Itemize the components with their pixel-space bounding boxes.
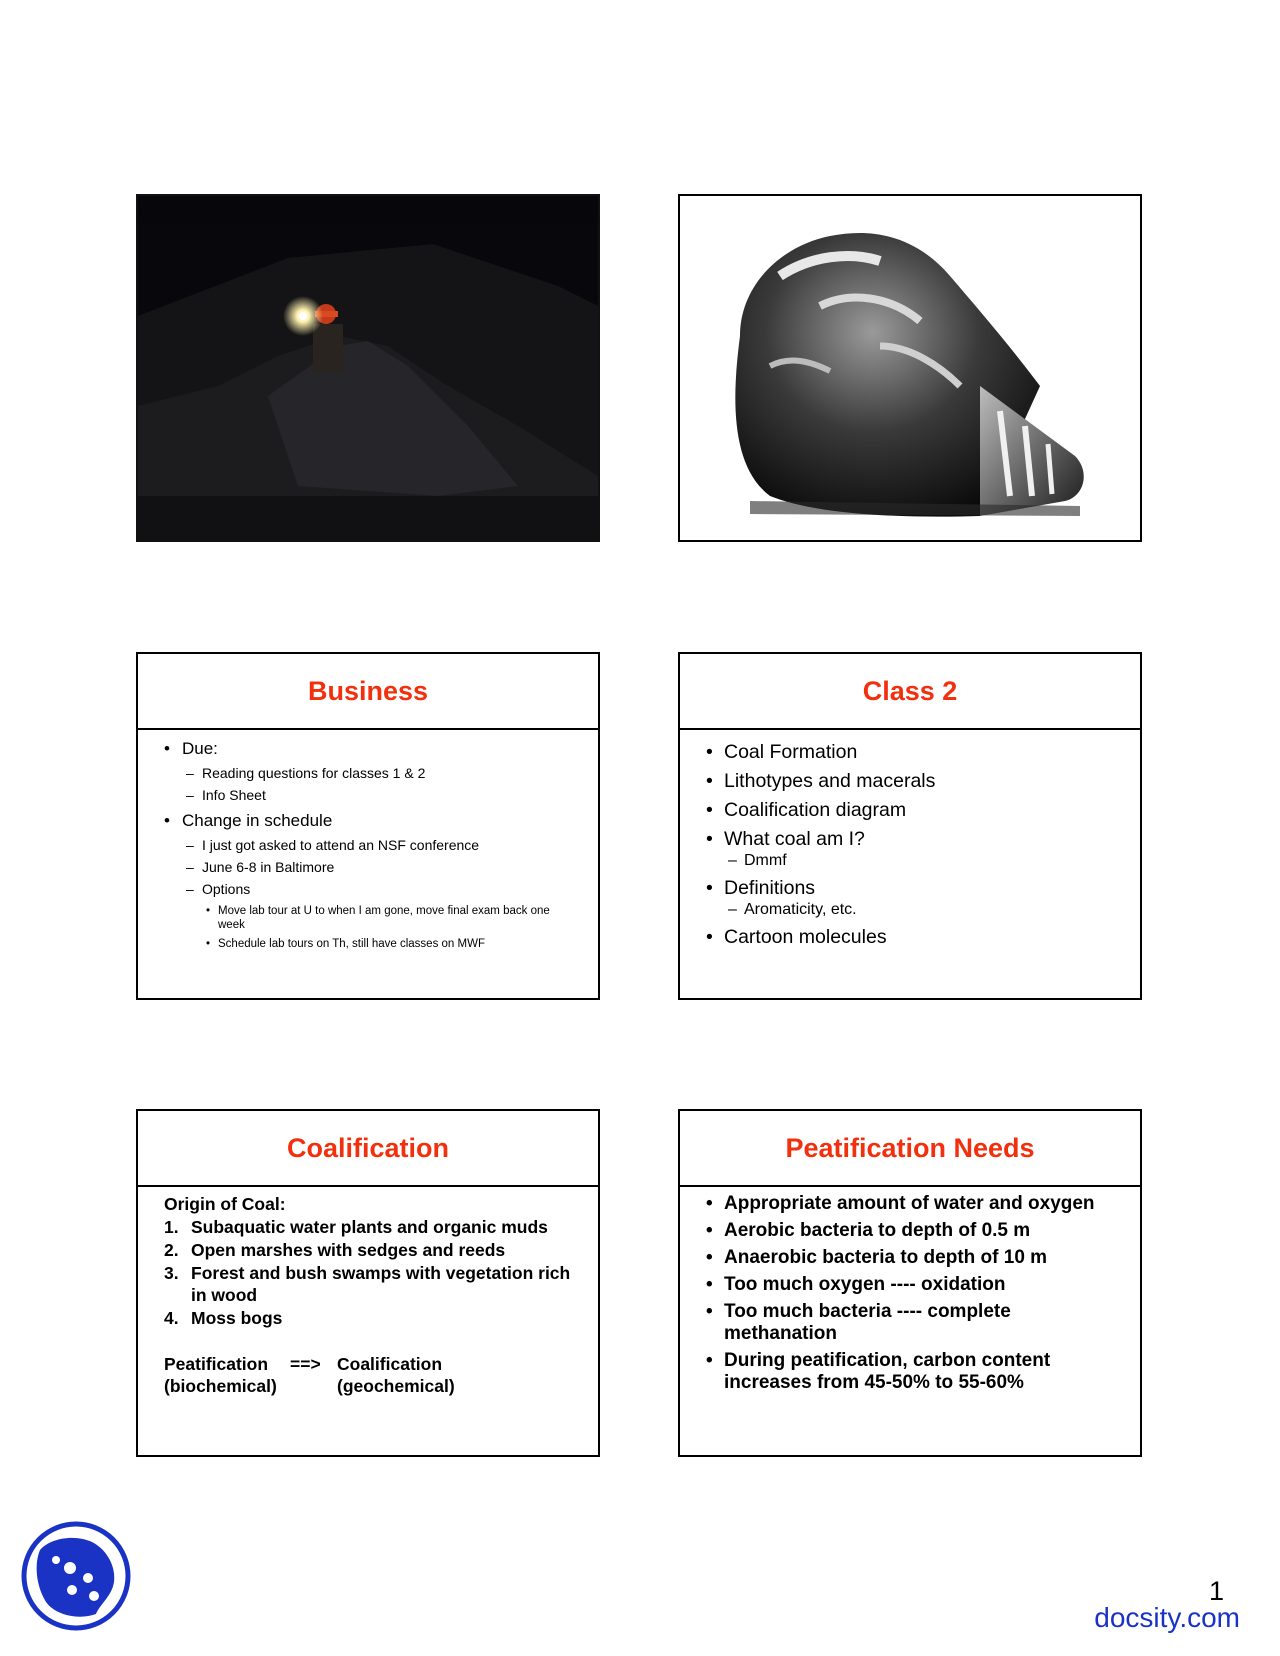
slide-class-2: [678, 652, 1142, 1000]
sub-item: – Info Sheet: [186, 784, 572, 806]
sub-item-options: – Options: [186, 878, 572, 900]
docsity-brand-link[interactable]: docsity.com: [1094, 1602, 1240, 1633]
slide-business: [136, 652, 600, 1000]
slide-title: Business: [138, 654, 598, 730]
slide-title: Coalification: [138, 1111, 598, 1187]
bullet-item: • Too much bacteria ---- complete methanation: [706, 1301, 1116, 1345]
list-item: 2. Open marshes with sedges and reeds: [164, 1240, 506, 1260]
slide-title: Class 2: [680, 654, 1140, 730]
list-item: 1. Subaquatic water plants and organic muds: [164, 1217, 548, 1237]
origin-list: [164, 1216, 574, 1329]
bullet-item: • During peatification, carbon content increases from 45-50% to 55-60%: [706, 1350, 1116, 1394]
slide-title: Peatification Needs: [680, 1111, 1140, 1187]
slide-coalification: [136, 1109, 600, 1457]
bullet-item: • Coalification diagram: [706, 798, 1114, 822]
sub-item: – Dmmf: [728, 851, 1114, 871]
bullet-item: • What coal am I? – Dmmf: [706, 827, 1114, 871]
option-item: • Schedule lab tours on Th, still have classes on MWF: [206, 937, 572, 951]
bullet-item: • Definitions – Aromaticity, etc.: [706, 876, 1114, 920]
slide-photo-miner: [136, 194, 600, 542]
list-item: 3. Forest and bush swamps with vegetation rich in wood: [164, 1263, 571, 1305]
process-type-row: (biochemical) (geochemical): [164, 1376, 455, 1396]
bullet-item: • Appropriate amount of water and oxygen: [706, 1193, 1116, 1215]
bullet-item: • Lithotypes and macerals: [706, 769, 1114, 793]
bullet-item: • Too much oxygen ---- oxidation: [706, 1274, 1116, 1296]
sub-item: – Aromaticity, etc.: [728, 900, 1114, 920]
sub-item: – I just got asked to attend an NSF conference: [186, 834, 572, 856]
bullet-item: • Anaerobic bacteria to depth of 10 m: [706, 1247, 1116, 1269]
slide-photo-coal-bulb: [678, 194, 1142, 542]
origin-label: Origin of Coal:: [164, 1194, 286, 1214]
list-item: 4. Moss bogs: [164, 1308, 283, 1328]
process-row: Peatification ==> Coalification: [164, 1354, 443, 1374]
bullet-schedule: • Change in schedule – I just got asked to attend an NSF conference – June 6-8 in Baltimore – Options • Move lab tour at U to when I am gone, move final exam back one week • Schedule lab tours on Th, still have classes on MWF: [164, 810, 572, 951]
option-item: • Move lab tour at U to when I am gone, move final exam back one week: [206, 904, 572, 932]
bullet-item: • Aerobic bacteria to depth of 0.5 m: [706, 1220, 1116, 1242]
docsity-logo-icon[interactable]: [20, 1520, 132, 1632]
bullet-due: • Due: – Reading questions for classes 1 & 2 – Info Sheet: [164, 738, 572, 806]
sub-item: – Reading questions for classes 1 & 2: [186, 762, 572, 784]
bullet-item: • Cartoon molecules: [706, 925, 1114, 949]
page-number: 1: [1208, 1576, 1224, 1606]
coal-lightbulb-image: [680, 196, 1140, 540]
bullet-item: • Coal Formation: [706, 740, 1114, 764]
miner-coal-pile-photo: [138, 196, 598, 540]
sub-item: – June 6-8 in Baltimore: [186, 856, 572, 878]
slide-peatification-needs: [678, 1109, 1142, 1457]
